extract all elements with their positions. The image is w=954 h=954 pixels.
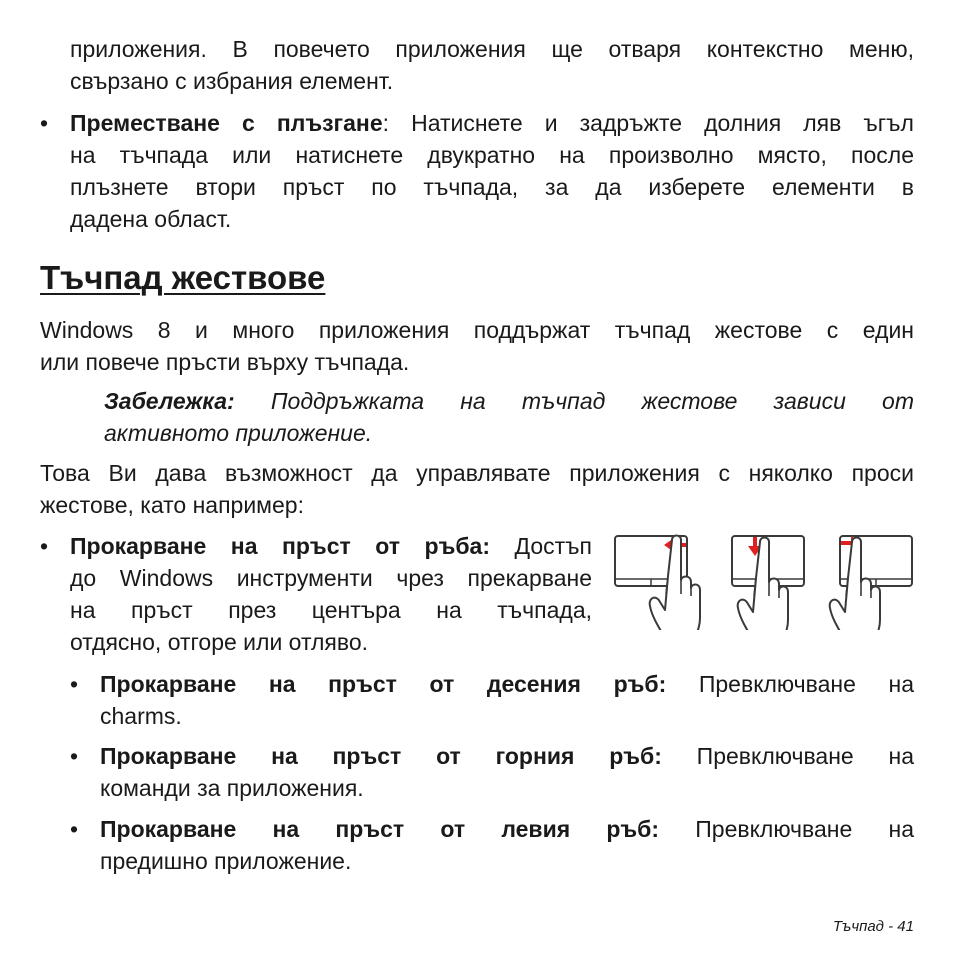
swipe-from-top-icon [732,536,804,630]
drag-item-title: Преместване с плъзгане [70,110,383,136]
lead-line2: жестове, като например: [40,492,304,518]
drag-item-text: : Натиснете и задръжте долния ляв ъгъл [382,110,914,136]
lead-line1: Това Ви дава възможност да управлявате приложения с няколко проси [40,460,914,486]
sub-item-left-text: Превключване на [659,816,914,842]
sub-bullet-marker: • [70,816,79,842]
section-heading: Тъчпад жествове [40,259,326,296]
note-line1 [104,385,914,417]
sub-item-top-line1 [100,740,914,772]
intro-line1: Windows 8 и много приложения поддържат тъчпад жестове с един [40,317,914,343]
top-paragraph-line1: приложения. В повечето приложения ще отваря контекстно меню, [70,36,914,62]
top-paragraph-line2: свързано с избрания елемент. [70,68,394,94]
swipe-from-left-icon [830,536,912,630]
swipe-item-text: Достъп [490,533,592,559]
sub-bullet-marker: • [70,671,79,697]
sub-item-top-text: Превключване на [661,743,914,769]
drag-item-line2: на тъчпада или натиснете двукратно на произволно място, после [70,142,914,168]
sub-item-right-text: Превключване на [666,671,914,697]
sub-item-left-title: Прокарване на пръст от левия ръб: [100,816,660,842]
note-line2: активното приложение. [104,420,373,446]
bullet-marker: • [40,110,49,136]
gesture-illustrations [612,530,918,630]
sub-item-right-title: Прокарване на пръст от десения ръб: [100,671,667,697]
note-text: Поддръжката на тъчпад жестове зависи от [234,388,914,414]
swipe-item-line2: до Windows инструменти чрез прекарване [70,565,592,591]
sub-item-right-line1 [100,668,914,700]
swipe-item-line3: на пръст през центъра на тъчпада, [70,597,592,623]
sub-bullet-marker: • [70,743,79,769]
swipe-item-title: Прокарване на пръст от ръба: [70,533,490,559]
drag-item-line4: дадена област. [70,206,232,232]
intro-line2: или повече пръсти върху тъчпада. [40,349,410,375]
swipe-from-right-icon [615,536,700,631]
drag-item-line1 [70,107,914,139]
bullet-marker: • [40,533,49,559]
sub-item-left-line1 [100,813,914,845]
note-label: Забележка: [104,388,235,414]
sub-item-top-line2: команди за приложения. [100,775,364,801]
swipe-item-line1 [70,530,592,562]
page-footer: Тъчпад - 41 [832,918,914,935]
sub-item-top-title: Прокарване на пръст от горния ръб: [100,743,662,769]
sub-item-left-line2: предишно приложение. [100,848,352,874]
swipe-item-line4: отдясно, отгоре или отляво. [70,629,369,655]
sub-item-right-line2: charms. [100,703,182,729]
drag-item-line3: плъзнете втори пръст по тъчпада, за да изберете елементи в [70,174,914,200]
